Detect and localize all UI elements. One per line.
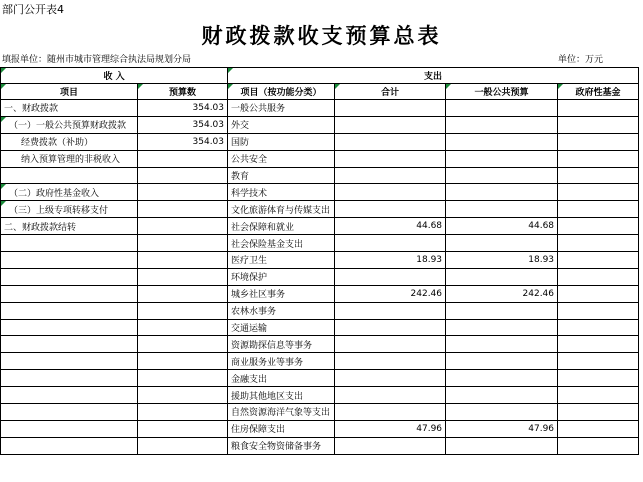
general-budget-cell (446, 404, 558, 421)
expense-item-cell: 科学技术 (228, 184, 335, 201)
income-item-cell (1, 404, 138, 421)
income-budget-cell (138, 201, 228, 218)
expense-item-cell: 一般公共服务 (228, 100, 335, 117)
table-row (1, 218, 639, 235)
income-item-header: 项目 (1, 84, 138, 100)
income-budget-cell (138, 218, 228, 235)
general-budget-cell (446, 133, 558, 150)
gov-fund-cell (558, 268, 639, 285)
income-item-cell (1, 353, 138, 370)
table-row (1, 184, 639, 201)
income-item-cell (1, 319, 138, 336)
total-cell (335, 133, 446, 150)
gov-fund-cell (558, 285, 639, 302)
gov-fund-cell (558, 167, 639, 184)
gov-fund-cell (558, 116, 639, 133)
general-budget-cell (446, 268, 558, 285)
income-budget-cell (138, 268, 228, 285)
page-title: 财政拨款收支预算总表 (201, 23, 442, 48)
table-row (1, 353, 639, 370)
general-budget-cell (446, 387, 558, 404)
gov-fund-cell (558, 302, 639, 319)
total-cell (335, 167, 446, 184)
income-budget-cell (138, 167, 228, 184)
gov-fund-cell (558, 252, 639, 269)
income-budget-cell (138, 150, 228, 167)
table-row (1, 150, 639, 167)
general-budget-cell (446, 319, 558, 336)
income-budget-cell (138, 336, 228, 353)
income-budget-cell (138, 387, 228, 404)
income-header: 收 入 (1, 68, 228, 84)
total-cell (335, 116, 446, 133)
table-header-row-1 (1, 68, 639, 84)
general-budget-cell: 242.46 (446, 285, 558, 302)
table-row (1, 404, 639, 421)
gov-fund-cell (558, 336, 639, 353)
income-item-cell: 纳入预算管理的非税收入 (1, 150, 138, 167)
income-item-cell (1, 302, 138, 319)
expense-item-cell: 援助其他地区支出 (228, 387, 335, 404)
general-budget-cell (446, 184, 558, 201)
general-budget-cell (446, 370, 558, 387)
gov-fund-cell (558, 184, 639, 201)
income-item-cell (1, 285, 138, 302)
table-row (1, 387, 639, 404)
income-budget-cell (138, 252, 228, 269)
general-budget-cell (446, 336, 558, 353)
income-budget-cell (138, 370, 228, 387)
total-cell (335, 184, 446, 201)
income-item-cell (1, 336, 138, 353)
total-cell (335, 201, 446, 218)
table-row (1, 201, 639, 218)
income-budget-cell (138, 184, 228, 201)
table-row (1, 285, 639, 302)
general-budget-cell (446, 353, 558, 370)
total-cell (335, 235, 446, 252)
table-row (1, 252, 639, 269)
expense-item-cell: 金融支出 (228, 370, 335, 387)
expense-header: 支出 (228, 68, 639, 84)
gov-fund-cell (558, 353, 639, 370)
total-cell (335, 100, 446, 117)
expense-item-cell: 外交 (228, 116, 335, 133)
total-cell (335, 437, 446, 454)
expense-item-header: 项目（按功能分类） (228, 84, 335, 100)
income-item-cell (1, 167, 138, 184)
currency-unit: 单位：万元 (558, 55, 604, 65)
expense-item-cell: 教育 (228, 167, 335, 184)
total-cell (335, 268, 446, 285)
income-budget-header: 预算数 (138, 84, 228, 100)
expense-item-cell: 商业服务业等事务 (228, 353, 335, 370)
gov-fund-cell (558, 437, 639, 454)
general-budget-cell (446, 167, 558, 184)
table-row (1, 437, 639, 454)
total-cell (335, 302, 446, 319)
income-item-cell: 二、财政拨款结转 (1, 218, 138, 235)
reporting-unit: 填报单位：随州市城市管理综合执法局规划分局 (2, 55, 192, 65)
expense-item-cell: 公共安全 (228, 150, 335, 167)
total-cell: 242.46 (335, 285, 446, 302)
income-item-cell (1, 235, 138, 252)
income-item-cell: （三）上级专项转移支付 (1, 201, 138, 218)
gov-fund-cell (558, 420, 639, 437)
income-budget-cell (138, 437, 228, 454)
total-cell (335, 319, 446, 336)
income-item-cell: （一）一般公共预算财政拨款 (1, 116, 138, 133)
table-row (1, 133, 639, 150)
total-cell: 44.68 (335, 218, 446, 235)
table-row (1, 167, 639, 184)
general-budget-cell (446, 201, 558, 218)
gov-fund-cell (558, 370, 639, 387)
gov-fund-cell (558, 133, 639, 150)
expense-item-cell: 自然资源海洋气象等支出 (228, 404, 335, 421)
general-budget-cell: 44.68 (446, 218, 558, 235)
expense-item-cell: 住房保障支出 (228, 420, 335, 437)
expense-item-cell: 环境保护 (228, 268, 335, 285)
table-row (1, 302, 639, 319)
general-budget-cell (446, 302, 558, 319)
expense-item-cell: 社会保险基金支出 (228, 235, 335, 252)
income-budget-cell (138, 353, 228, 370)
gov-fund-cell (558, 235, 639, 252)
general-budget-cell: 47.96 (446, 420, 558, 437)
income-budget-cell (138, 302, 228, 319)
general-budget-cell (446, 116, 558, 133)
total-cell (335, 370, 446, 387)
income-budget-cell: 354.03 (138, 133, 228, 150)
income-budget-cell: 354.03 (138, 100, 228, 117)
income-budget-cell (138, 285, 228, 302)
income-item-cell: 经费拨款（补助） (1, 133, 138, 150)
expense-item-cell: 医疗卫生 (228, 252, 335, 269)
gov-fund-header: 政府性基金 (558, 84, 639, 100)
income-item-cell (1, 420, 138, 437)
income-item-cell (1, 252, 138, 269)
income-item-cell: 一、财政拨款 (1, 100, 138, 117)
gov-fund-cell (558, 387, 639, 404)
total-cell (335, 336, 446, 353)
gov-fund-cell (558, 150, 639, 167)
expense-item-cell: 资源勘探信息等事务 (228, 336, 335, 353)
total-header: 合计 (335, 84, 446, 100)
general-budget-cell (446, 437, 558, 454)
general-budget-cell (446, 100, 558, 117)
gov-fund-cell (558, 100, 639, 117)
total-cell (335, 387, 446, 404)
gov-fund-cell (558, 404, 639, 421)
income-budget-cell (138, 319, 228, 336)
general-budget-cell (446, 235, 558, 252)
table-header-row-2 (1, 84, 639, 100)
table-row (1, 420, 639, 437)
total-cell (335, 150, 446, 167)
income-item-cell (1, 370, 138, 387)
table-row (1, 100, 639, 117)
expense-item-cell: 粮食安全物资储备事务 (228, 437, 335, 454)
gov-fund-cell (558, 218, 639, 235)
total-cell: 47.96 (335, 420, 446, 437)
table-row (1, 235, 639, 252)
expense-item-cell: 农林水事务 (228, 302, 335, 319)
general-budget-cell: 18.93 (446, 252, 558, 269)
expense-item-cell: 国防 (228, 133, 335, 150)
table-row (1, 336, 639, 353)
total-cell (335, 353, 446, 370)
income-budget-cell (138, 235, 228, 252)
income-item-cell (1, 268, 138, 285)
income-budget-cell (138, 420, 228, 437)
gov-fund-cell (558, 201, 639, 218)
gov-fund-cell (558, 319, 639, 336)
table-row (1, 319, 639, 336)
expense-item-cell: 社会保障和就业 (228, 218, 335, 235)
table-row (1, 268, 639, 285)
table-row (1, 116, 639, 133)
budget-table (0, 67, 639, 455)
document-label: 部门公开表4 (2, 3, 64, 16)
expense-item-cell: 交通运输 (228, 319, 335, 336)
income-item-cell: （二）政府性基金收入 (1, 184, 138, 201)
expense-item-cell: 城乡社区事务 (228, 285, 335, 302)
income-budget-cell: 354.03 (138, 116, 228, 133)
total-cell (335, 404, 446, 421)
general-budget-cell (446, 150, 558, 167)
table-row (1, 370, 639, 387)
income-budget-cell (138, 404, 228, 421)
total-cell: 18.93 (335, 252, 446, 269)
expense-item-cell: 文化旅游体育与传媒支出 (228, 201, 335, 218)
income-item-cell (1, 437, 138, 454)
income-item-cell (1, 387, 138, 404)
general-budget-header: 一般公共预算 (446, 84, 558, 100)
